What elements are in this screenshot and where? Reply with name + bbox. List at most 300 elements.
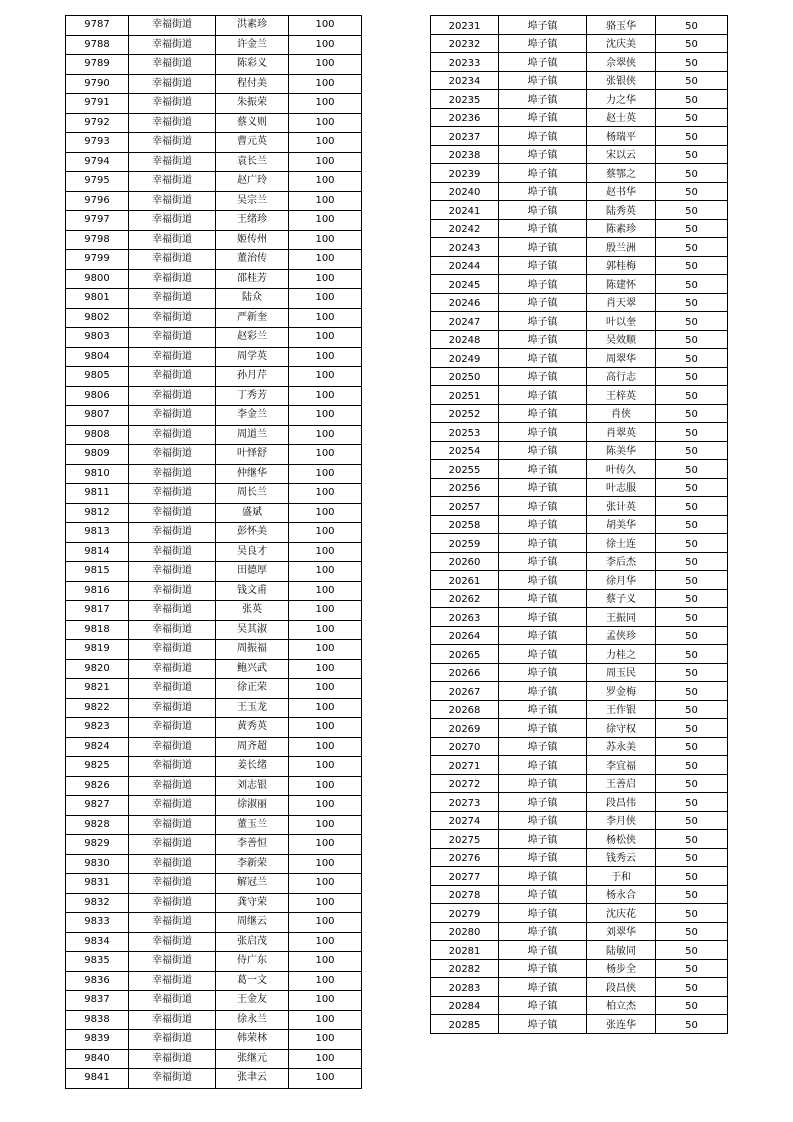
cell-id: 20264 [431, 626, 499, 645]
cell-amount: 50 [656, 182, 728, 201]
cell-amount: 100 [289, 1049, 362, 1069]
cell-name: 郭桂梅 [587, 256, 656, 275]
cell-name: 陈建怀 [587, 275, 656, 294]
cell-id: 20285 [431, 1015, 499, 1034]
cell-id: 20249 [431, 349, 499, 368]
table-row [431, 478, 728, 497]
cell-district: 幸福街道 [129, 211, 216, 231]
cell-id: 20282 [431, 959, 499, 978]
cell-id: 20254 [431, 441, 499, 460]
cell-id: 9825 [66, 757, 129, 777]
cell-district: 埠子镇 [499, 256, 587, 275]
cell-name: 肖侠 [587, 404, 656, 423]
cell-district: 幸福街道 [129, 445, 216, 465]
cell-name: 柏立杰 [587, 996, 656, 1015]
cell-district: 埠子镇 [499, 460, 587, 479]
cell-amount: 100 [289, 230, 362, 250]
cell-district: 幸福街道 [129, 659, 216, 679]
table-row [66, 191, 362, 211]
cell-name: 吴良才 [216, 542, 289, 562]
cell-id: 9821 [66, 679, 129, 699]
table-row [66, 640, 362, 660]
cell-id: 20237 [431, 127, 499, 146]
cell-name: 徐正荣 [216, 679, 289, 699]
cell-district: 埠子镇 [499, 941, 587, 960]
cell-name: 于和 [587, 867, 656, 886]
table-row [66, 913, 362, 933]
cell-id: 20236 [431, 108, 499, 127]
table-row [431, 515, 728, 534]
cell-district: 幸福街道 [129, 874, 216, 894]
cell-name: 陈素珍 [587, 219, 656, 238]
cell-district: 幸福街道 [129, 367, 216, 387]
cell-id: 20275 [431, 830, 499, 849]
cell-id: 20268 [431, 700, 499, 719]
cell-id: 9802 [66, 308, 129, 328]
cell-amount: 50 [656, 108, 728, 127]
cell-district: 埠子镇 [499, 293, 587, 312]
cell-amount: 100 [289, 971, 362, 991]
cell-amount: 100 [289, 620, 362, 640]
cell-amount: 100 [289, 718, 362, 738]
cell-name: 周长兰 [216, 484, 289, 504]
table-row [431, 34, 728, 53]
table-row [66, 601, 362, 621]
cell-id: 20284 [431, 996, 499, 1015]
table-row [66, 347, 362, 367]
cell-id: 9839 [66, 1030, 129, 1050]
cell-name: 侍广东 [216, 952, 289, 972]
table-row [431, 608, 728, 627]
table-row [431, 53, 728, 72]
cell-name: 洪素珍 [216, 16, 289, 36]
cell-id: 9819 [66, 640, 129, 660]
cell-amount: 50 [656, 885, 728, 904]
cell-district: 幸福街道 [129, 16, 216, 36]
cell-id: 20262 [431, 589, 499, 608]
cell-id: 9803 [66, 328, 129, 348]
cell-amount: 100 [289, 893, 362, 913]
cell-name: 盛斌 [216, 503, 289, 523]
cell-amount: 100 [289, 523, 362, 543]
table-row [66, 94, 362, 114]
cell-id: 9789 [66, 55, 129, 75]
cell-name: 肖天翠 [587, 293, 656, 312]
cell-name: 徐淑丽 [216, 796, 289, 816]
cell-name: 吴其淑 [216, 620, 289, 640]
cell-id: 9812 [66, 503, 129, 523]
table-row [431, 441, 728, 460]
cell-amount: 50 [656, 996, 728, 1015]
table-row [431, 830, 728, 849]
cell-district: 埠子镇 [499, 34, 587, 53]
cell-district: 幸福街道 [129, 1010, 216, 1030]
cell-name: 仲继华 [216, 464, 289, 484]
cell-district: 埠子镇 [499, 164, 587, 183]
right-roster-table [430, 15, 728, 1034]
cell-name: 罗金梅 [587, 682, 656, 701]
cell-name: 董治传 [216, 250, 289, 270]
left-roster-table [65, 15, 362, 1089]
table-row [66, 484, 362, 504]
cell-amount: 50 [656, 312, 728, 331]
table-row [431, 867, 728, 886]
cell-name: 王作银 [587, 700, 656, 719]
cell-district: 幸福街道 [129, 172, 216, 192]
table-row [431, 1015, 728, 1034]
cell-district: 埠子镇 [499, 53, 587, 72]
cell-id: 9827 [66, 796, 129, 816]
cell-district: 埠子镇 [499, 608, 587, 627]
cell-district: 埠子镇 [499, 922, 587, 941]
table-row [66, 932, 362, 952]
table-row [66, 250, 362, 270]
cell-district: 幸福街道 [129, 94, 216, 114]
cell-district: 埠子镇 [499, 774, 587, 793]
table-row [66, 737, 362, 757]
cell-name: 杨瑞平 [587, 127, 656, 146]
cell-district: 幸福街道 [129, 523, 216, 543]
cell-amount: 50 [656, 978, 728, 997]
cell-amount: 50 [656, 441, 728, 460]
cell-id: 20247 [431, 312, 499, 331]
cell-amount: 50 [656, 1015, 728, 1034]
cell-district: 埠子镇 [499, 219, 587, 238]
cell-id: 20234 [431, 71, 499, 90]
cell-district: 幸福街道 [129, 250, 216, 270]
cell-district: 埠子镇 [499, 275, 587, 294]
table-row [431, 201, 728, 220]
cell-amount: 100 [289, 542, 362, 562]
cell-id: 9790 [66, 74, 129, 94]
cell-id: 9834 [66, 932, 129, 952]
cell-name: 杨永合 [587, 885, 656, 904]
cell-amount: 100 [289, 367, 362, 387]
cell-id: 9830 [66, 854, 129, 874]
cell-district: 幸福街道 [129, 581, 216, 601]
cell-amount: 50 [656, 756, 728, 775]
cell-district: 幸福街道 [129, 815, 216, 835]
table-row [66, 55, 362, 75]
cell-amount: 100 [289, 952, 362, 972]
cell-name: 徐永兰 [216, 1010, 289, 1030]
cell-name: 赵士英 [587, 108, 656, 127]
cell-id: 20260 [431, 552, 499, 571]
cell-district: 埠子镇 [499, 885, 587, 904]
cell-district: 埠子镇 [499, 108, 587, 127]
cell-name: 丁秀芳 [216, 386, 289, 406]
cell-district: 埠子镇 [499, 145, 587, 164]
cell-name: 鲍兴武 [216, 659, 289, 679]
cell-name: 严新奎 [216, 308, 289, 328]
cell-district: 幸福街道 [129, 757, 216, 777]
cell-district: 幸福街道 [129, 952, 216, 972]
cell-id: 20272 [431, 774, 499, 793]
table-row [431, 423, 728, 442]
cell-name: 周学英 [216, 347, 289, 367]
cell-amount: 50 [656, 219, 728, 238]
cell-name: 董玉兰 [216, 815, 289, 835]
table-row [431, 349, 728, 368]
table-row [66, 308, 362, 328]
cell-id: 9800 [66, 269, 129, 289]
cell-amount: 100 [289, 503, 362, 523]
cell-district: 幸福街道 [129, 152, 216, 172]
table-row [66, 16, 362, 36]
cell-id: 9796 [66, 191, 129, 211]
cell-id: 20258 [431, 515, 499, 534]
cell-district: 埠子镇 [499, 127, 587, 146]
cell-district: 幸福街道 [129, 113, 216, 133]
cell-id: 9835 [66, 952, 129, 972]
cell-district: 幸福街道 [129, 191, 216, 211]
cell-name: 王振同 [587, 608, 656, 627]
cell-amount: 50 [656, 848, 728, 867]
cell-district: 幸福街道 [129, 854, 216, 874]
cell-name: 陈彩义 [216, 55, 289, 75]
cell-name: 杨步全 [587, 959, 656, 978]
cell-district: 埠子镇 [499, 423, 587, 442]
cell-district: 埠子镇 [499, 996, 587, 1015]
cell-name: 周道兰 [216, 425, 289, 445]
cell-id: 9794 [66, 152, 129, 172]
table-row [66, 796, 362, 816]
cell-id: 9822 [66, 698, 129, 718]
cell-amount: 50 [656, 515, 728, 534]
cell-id: 20265 [431, 645, 499, 664]
cell-id: 9811 [66, 484, 129, 504]
cell-id: 20267 [431, 682, 499, 701]
cell-name: 王绪珍 [216, 211, 289, 231]
cell-amount: 50 [656, 774, 728, 793]
cell-name: 叶志服 [587, 478, 656, 497]
table-row [431, 571, 728, 590]
cell-name: 许金兰 [216, 35, 289, 55]
cell-id: 9836 [66, 971, 129, 991]
cell-district: 埠子镇 [499, 330, 587, 349]
cell-id: 9809 [66, 445, 129, 465]
cell-name: 王善启 [587, 774, 656, 793]
cell-id: 20259 [431, 534, 499, 553]
cell-name: 叶怿舒 [216, 445, 289, 465]
cell-name: 叶以奎 [587, 312, 656, 331]
cell-district: 幸福街道 [129, 328, 216, 348]
table-row [431, 404, 728, 423]
cell-id: 9798 [66, 230, 129, 250]
cell-amount: 50 [656, 626, 728, 645]
table-row [66, 776, 362, 796]
cell-amount: 50 [656, 238, 728, 257]
cell-amount: 50 [656, 922, 728, 941]
cell-id: 9787 [66, 16, 129, 36]
cell-district: 幸福街道 [129, 776, 216, 796]
cell-name: 程付美 [216, 74, 289, 94]
cell-name: 段昌伟 [587, 793, 656, 812]
cell-name: 李宜福 [587, 756, 656, 775]
cell-name: 徐月华 [587, 571, 656, 590]
cell-name: 吴效顺 [587, 330, 656, 349]
cell-id: 9829 [66, 835, 129, 855]
cell-amount: 50 [656, 830, 728, 849]
cell-amount: 50 [656, 589, 728, 608]
cell-id: 20231 [431, 16, 499, 35]
cell-id: 9801 [66, 289, 129, 309]
table-row [66, 893, 362, 913]
cell-name: 徐守权 [587, 719, 656, 738]
cell-amount: 100 [289, 55, 362, 75]
cell-amount: 50 [656, 811, 728, 830]
cell-amount: 100 [289, 679, 362, 699]
table-row [66, 757, 362, 777]
cell-amount: 100 [289, 835, 362, 855]
cell-id: 20242 [431, 219, 499, 238]
cell-id: 20281 [431, 941, 499, 960]
cell-amount: 100 [289, 659, 362, 679]
cell-id: 20263 [431, 608, 499, 627]
cell-id: 20283 [431, 978, 499, 997]
cell-amount: 100 [289, 347, 362, 367]
cell-id: 9807 [66, 406, 129, 426]
table-row [66, 581, 362, 601]
table-row [66, 464, 362, 484]
cell-amount: 100 [289, 152, 362, 172]
cell-id: 9791 [66, 94, 129, 114]
table-row [431, 774, 728, 793]
cell-id: 9793 [66, 133, 129, 153]
cell-name: 张连华 [587, 1015, 656, 1034]
table-row [431, 626, 728, 645]
table-row [66, 113, 362, 133]
cell-district: 幸福街道 [129, 55, 216, 75]
cell-district: 幸福街道 [129, 464, 216, 484]
table-row [66, 230, 362, 250]
cell-district: 埠子镇 [499, 478, 587, 497]
cell-amount: 100 [289, 328, 362, 348]
cell-amount: 100 [289, 601, 362, 621]
cell-district: 埠子镇 [499, 589, 587, 608]
cell-district: 埠子镇 [499, 386, 587, 405]
cell-id: 20279 [431, 904, 499, 923]
table-row [431, 182, 728, 201]
table-row [66, 620, 362, 640]
table-row [66, 35, 362, 55]
table-row [66, 133, 362, 153]
cell-id: 9814 [66, 542, 129, 562]
cell-amount: 50 [656, 534, 728, 553]
cell-id: 9815 [66, 562, 129, 582]
table-row [431, 682, 728, 701]
cell-district: 幸福街道 [129, 386, 216, 406]
table-row [431, 700, 728, 719]
cell-district: 埠子镇 [499, 201, 587, 220]
cell-name: 张计英 [587, 497, 656, 516]
table-row [431, 330, 728, 349]
cell-id: 9837 [66, 991, 129, 1011]
cell-name: 龚守荣 [216, 893, 289, 913]
cell-district: 埠子镇 [499, 700, 587, 719]
table-row [66, 659, 362, 679]
cell-name: 张继元 [216, 1049, 289, 1069]
cell-name: 钱秀云 [587, 848, 656, 867]
cell-name: 刘翠华 [587, 922, 656, 941]
cell-district: 幸福街道 [129, 620, 216, 640]
cell-district: 幸福街道 [129, 698, 216, 718]
table-row [66, 172, 362, 192]
cell-name: 王玉龙 [216, 698, 289, 718]
cell-amount: 50 [656, 423, 728, 442]
table-row [66, 542, 362, 562]
cell-id: 20269 [431, 719, 499, 738]
table-row [66, 152, 362, 172]
table-row [431, 922, 728, 941]
cell-district: 幸福街道 [129, 932, 216, 952]
cell-id: 20235 [431, 90, 499, 109]
cell-amount: 50 [656, 737, 728, 756]
cell-name: 周振福 [216, 640, 289, 660]
cell-district: 埠子镇 [499, 756, 587, 775]
cell-id: 9788 [66, 35, 129, 55]
cell-name: 徐士连 [587, 534, 656, 553]
cell-id: 9820 [66, 659, 129, 679]
cell-name: 王金友 [216, 991, 289, 1011]
cell-district: 埠子镇 [499, 497, 587, 516]
cell-name: 赵书华 [587, 182, 656, 201]
cell-district: 幸福街道 [129, 640, 216, 660]
table-row [66, 874, 362, 894]
cell-amount: 100 [289, 191, 362, 211]
cell-name: 肖翠英 [587, 423, 656, 442]
cell-name: 赵彩兰 [216, 328, 289, 348]
table-row [431, 367, 728, 386]
table-row [431, 256, 728, 275]
cell-name: 张银侠 [587, 71, 656, 90]
table-row [431, 663, 728, 682]
cell-amount: 50 [656, 127, 728, 146]
cell-name: 李金兰 [216, 406, 289, 426]
cell-district: 幸福街道 [129, 991, 216, 1011]
cell-district: 幸福街道 [129, 1049, 216, 1069]
cell-id: 20274 [431, 811, 499, 830]
cell-name: 韩荣林 [216, 1030, 289, 1050]
cell-district: 幸福街道 [129, 1069, 216, 1089]
cell-id: 9831 [66, 874, 129, 894]
table-row [431, 959, 728, 978]
table-row [431, 737, 728, 756]
cell-amount: 100 [289, 16, 362, 36]
cell-amount: 100 [289, 874, 362, 894]
cell-amount: 50 [656, 608, 728, 627]
table-row [66, 386, 362, 406]
cell-name: 陆敏同 [587, 941, 656, 960]
cell-district: 埠子镇 [499, 238, 587, 257]
cell-id: 20278 [431, 885, 499, 904]
cell-amount: 50 [656, 16, 728, 35]
table-row [431, 719, 728, 738]
table-row [66, 1030, 362, 1050]
cell-amount: 50 [656, 793, 728, 812]
cell-amount: 50 [656, 164, 728, 183]
cell-name: 蔡鄂之 [587, 164, 656, 183]
cell-name: 周玉民 [587, 663, 656, 682]
cell-name: 姬传州 [216, 230, 289, 250]
table-row [66, 523, 362, 543]
cell-amount: 50 [656, 145, 728, 164]
cell-district: 埠子镇 [499, 978, 587, 997]
cell-amount: 100 [289, 308, 362, 328]
table-row [431, 16, 728, 35]
cell-district: 幸福街道 [129, 230, 216, 250]
cell-id: 20243 [431, 238, 499, 257]
